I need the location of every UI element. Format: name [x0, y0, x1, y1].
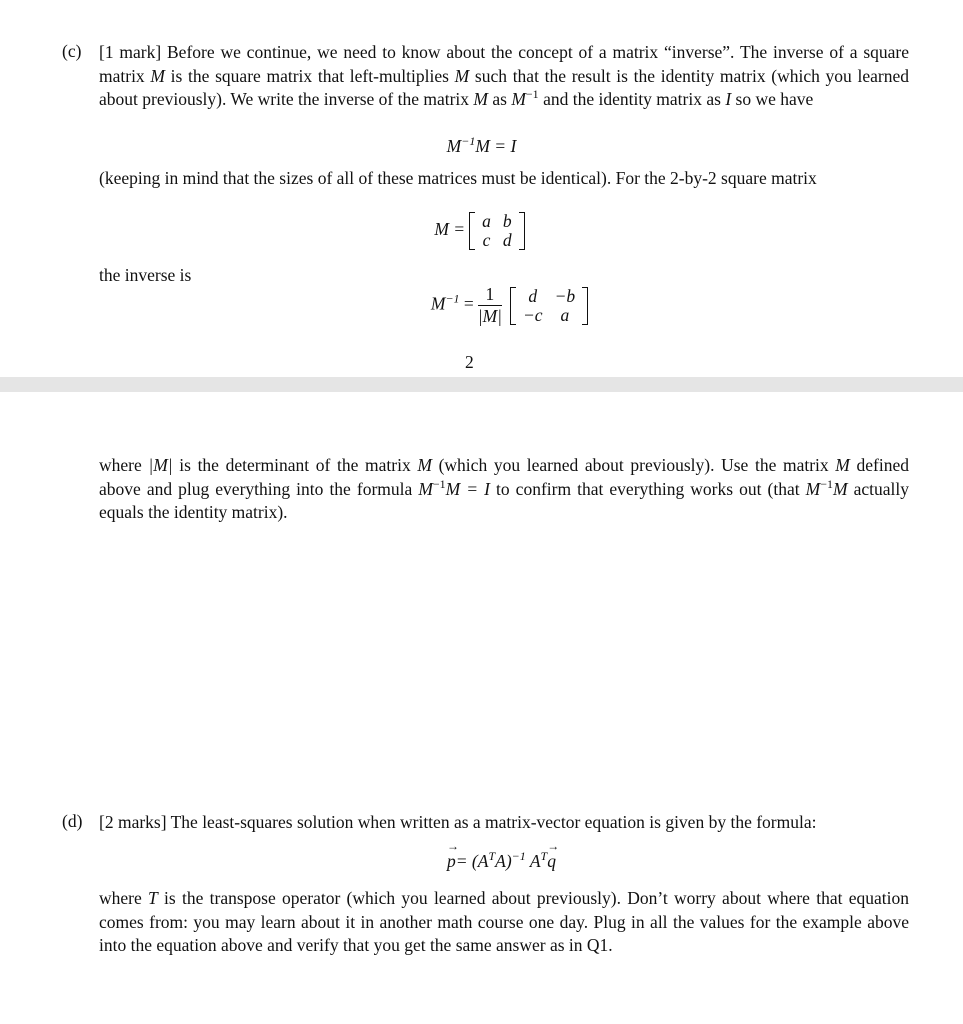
page-separator: [0, 377, 963, 392]
part-c-inverse-label: the inverse is: [99, 265, 192, 285]
equation-matrix-m: M = a b c d: [0, 212, 963, 250]
part-d-label: (d): [62, 811, 83, 831]
part-d-intro: [2 marks] The least-squares solution when written as a matrix-vector equation is given by the formula:: [99, 812, 817, 832]
part-c-sizes-note: (keeping in mind that the sizes of all of these matrices must be identical). For the 2-by-2 square matrix: [99, 168, 817, 188]
equation-inverse-formula: $M^{-1}$ = $\frac{1}{|M|}$ d −b −c a: [30, 284, 963, 327]
part-c-instructions: where |M| is the determinant of the matrix M (which you learned about previously). Use the matrix M defined above and plug everything into the formula $M^{-1}M = I$ to confirm that everything works out (that $M^{-1}M$ actually equals the identity matrix).: [99, 455, 910, 523]
page-number: 2: [465, 352, 474, 372]
equation-inverse-identity: $M^{-1}M = I$: [446, 134, 517, 156]
part-c-label: (c): [62, 41, 82, 61]
part-c-intro: [1 mark] Before we continue, we need to know about the concept of a matrix “inverse”. The inverse of a square matrix M is the square matrix that left-multiplies M such that the result is the identity matrix (which you learned about previously). We write the inverse of the matrix M as $M^{-1}$ and the identity matrix as I so we have: [99, 42, 909, 110]
equation-least-squares: → $p= (A^TA)^{-1}$ $A^T\to q$: [20, 851, 963, 872]
part-d-instructions: where T is the transpose operator (which you learned about previously). Don’t worry about where that equation comes from: you may learn about it in another math course one day. Plug in all the values for the example above into the equation above and verify that you get the same answer as in Q1.: [99, 888, 909, 956]
